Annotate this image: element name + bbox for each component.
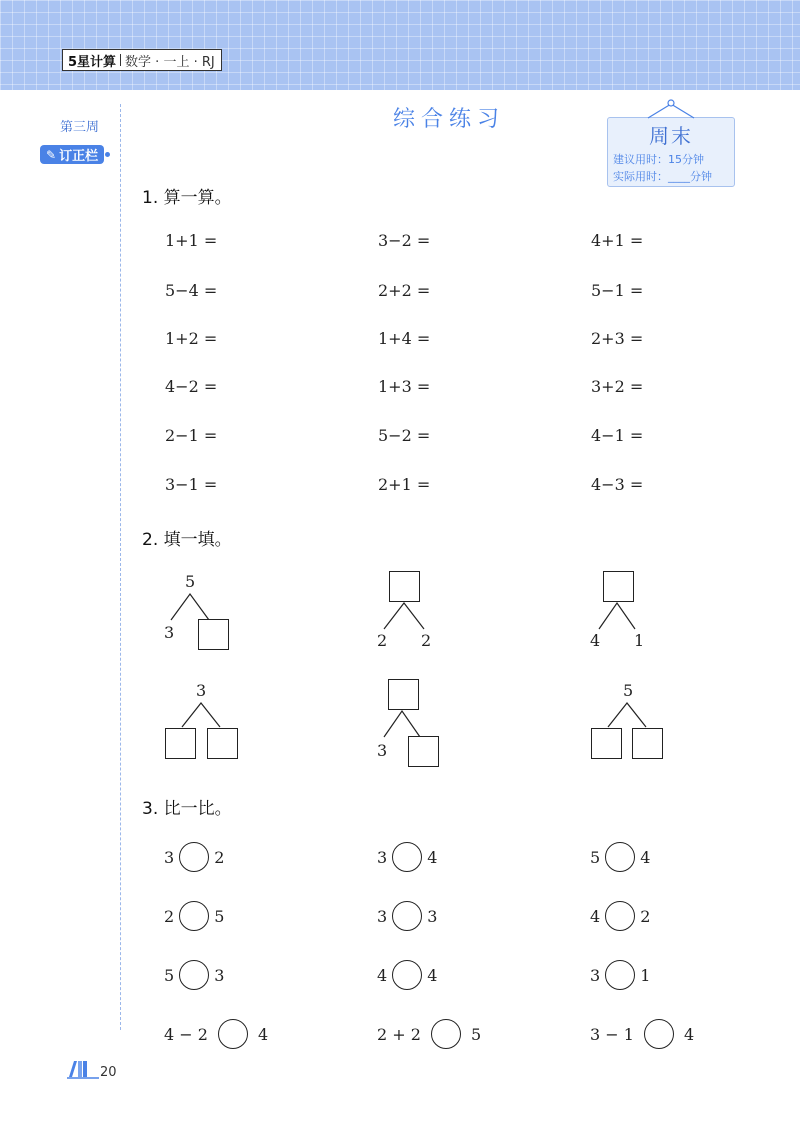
compare-left: 5 — [164, 965, 175, 985]
brand-name: 5星计算 — [68, 54, 117, 70]
equation-item: 2+1 = — [378, 475, 431, 494]
tree6-branches — [604, 701, 654, 729]
equation-item: 3+2 = — [591, 377, 644, 396]
page-number: 20 — [100, 1065, 117, 1080]
compare-left: 2 — [164, 906, 175, 926]
tree5-branches — [380, 709, 430, 739]
tree5-right-box[interactable] — [408, 736, 439, 767]
actual-time: 实际用时：____分钟 — [613, 170, 712, 183]
compare-right: 1 — [640, 965, 651, 985]
compare-right: 2 — [214, 847, 225, 867]
equation-item: 1+1 = — [165, 231, 218, 250]
tree4-top-number: 3 — [196, 681, 207, 700]
compare-item — [590, 842, 650, 872]
compare-circle[interactable] — [605, 901, 635, 931]
compare-left: 4 — [590, 906, 601, 926]
equation-item: 1+2 = — [165, 329, 218, 348]
tree6-top-number: 5 — [623, 681, 634, 700]
tree4-branches — [178, 701, 228, 729]
equation-item: 1+4 = — [378, 329, 431, 348]
section1-heading: 1. 算一算。 — [142, 188, 232, 208]
compare-left: 3 − 1 — [590, 1024, 634, 1044]
equation-item: 5−2 = — [378, 426, 431, 445]
compare-circle[interactable] — [605, 960, 635, 990]
compare-circle[interactable] — [392, 842, 422, 872]
compare-right: 4 — [683, 1024, 695, 1044]
tree1-answer-box[interactable] — [198, 619, 229, 650]
tree2-answer-box[interactable] — [389, 571, 420, 602]
compare-circle[interactable] — [179, 901, 209, 931]
compare-circle[interactable] — [644, 1019, 674, 1049]
book-stack-icon — [67, 1057, 101, 1079]
compare-left: 2 + 2 — [377, 1024, 421, 1044]
tree4-left-box[interactable] — [165, 728, 196, 759]
section3-heading: 3. 比一比。 — [142, 799, 232, 819]
compare-item — [377, 960, 437, 990]
equation-item: 3−1 = — [165, 475, 218, 494]
tree5-left-number: 3 — [377, 741, 388, 760]
compare-right: 5 — [470, 1024, 482, 1044]
section2-heading: 2. 填一填。 — [142, 530, 232, 550]
tree6-right-box[interactable] — [632, 728, 663, 759]
week-label: 第三周 — [60, 120, 100, 135]
compare-item — [164, 842, 224, 872]
compare-item — [590, 960, 650, 990]
tree2-left-number: 2 — [377, 631, 388, 650]
equation-item: 4+1 = — [591, 231, 644, 250]
compare-right: 4 — [427, 965, 438, 985]
compare-right: 3 — [427, 906, 438, 926]
compare-right: 4 — [257, 1024, 269, 1044]
header-band — [0, 0, 800, 90]
compare-circle[interactable] — [392, 960, 422, 990]
tree2-right-number: 2 — [421, 631, 432, 650]
correction-label: 订正栏 — [59, 149, 99, 164]
compare-item — [377, 901, 437, 931]
compare-circle[interactable] — [605, 842, 635, 872]
time-card — [607, 117, 735, 187]
equation-item: 2+2 = — [378, 281, 431, 300]
equation-item: 4−3 = — [591, 475, 644, 494]
dot-icon — [105, 152, 110, 157]
equation-item: 2−1 = — [165, 426, 218, 445]
compare-left: 3 — [377, 906, 388, 926]
compare-right: 5 — [214, 906, 225, 926]
compare-item — [590, 1019, 694, 1049]
compare-item — [590, 901, 650, 931]
tree1-top-number: 5 — [185, 572, 196, 591]
equation-item: 5−4 = — [165, 281, 218, 300]
compare-right: 4 — [640, 847, 651, 867]
compare-left: 5 — [590, 847, 601, 867]
compare-item — [377, 842, 437, 872]
tree3-branches — [593, 601, 643, 631]
tree3-right-number: 1 — [634, 631, 645, 650]
suggested-time: 建议用时：15分钟 — [613, 153, 704, 166]
equation-item: 1+3 = — [378, 377, 431, 396]
tree5-top-box[interactable] — [388, 679, 419, 710]
compare-circle[interactable] — [179, 960, 209, 990]
compare-item — [164, 1019, 268, 1049]
equation-item: 3−2 = — [378, 231, 431, 250]
compare-left: 3 — [590, 965, 601, 985]
compare-circle[interactable] — [218, 1019, 248, 1049]
compare-right: 2 — [640, 906, 651, 926]
tree1-branches — [165, 592, 215, 622]
compare-left: 3 — [377, 847, 388, 867]
pencil-icon: ✎ — [46, 147, 57, 162]
tree6-left-box[interactable] — [591, 728, 622, 759]
subject-label: 数学 · 一上 · RJ — [125, 54, 215, 70]
compare-circle[interactable] — [431, 1019, 461, 1049]
margin-divider — [120, 104, 121, 1030]
card-hanger-icon — [640, 96, 710, 120]
book-brand — [62, 49, 222, 71]
equation-item: 4−1 = — [591, 426, 644, 445]
compare-right: 4 — [427, 847, 438, 867]
correction-tag — [40, 145, 104, 164]
equation-item: 2+3 = — [591, 329, 644, 348]
tree1-left-number: 3 — [164, 623, 175, 642]
compare-right: 3 — [214, 965, 225, 985]
tree3-left-number: 4 — [590, 631, 601, 650]
tree2-branches — [380, 601, 430, 631]
compare-item — [377, 1019, 481, 1049]
tree4-right-box[interactable] — [207, 728, 238, 759]
compare-circle[interactable] — [392, 901, 422, 931]
compare-left: 3 — [164, 847, 175, 867]
equation-item: 5−1 = — [591, 281, 644, 300]
compare-circle[interactable] — [179, 842, 209, 872]
page-title: 综合练习 — [393, 107, 506, 132]
compare-left: 4 − 2 — [164, 1024, 208, 1044]
equation-item: 4−2 = — [165, 377, 218, 396]
tree3-answer-box[interactable] — [603, 571, 634, 602]
compare-item — [164, 901, 224, 931]
compare-left: 4 — [377, 965, 388, 985]
time-card-label: 周末 — [649, 124, 693, 148]
compare-item — [164, 960, 224, 990]
